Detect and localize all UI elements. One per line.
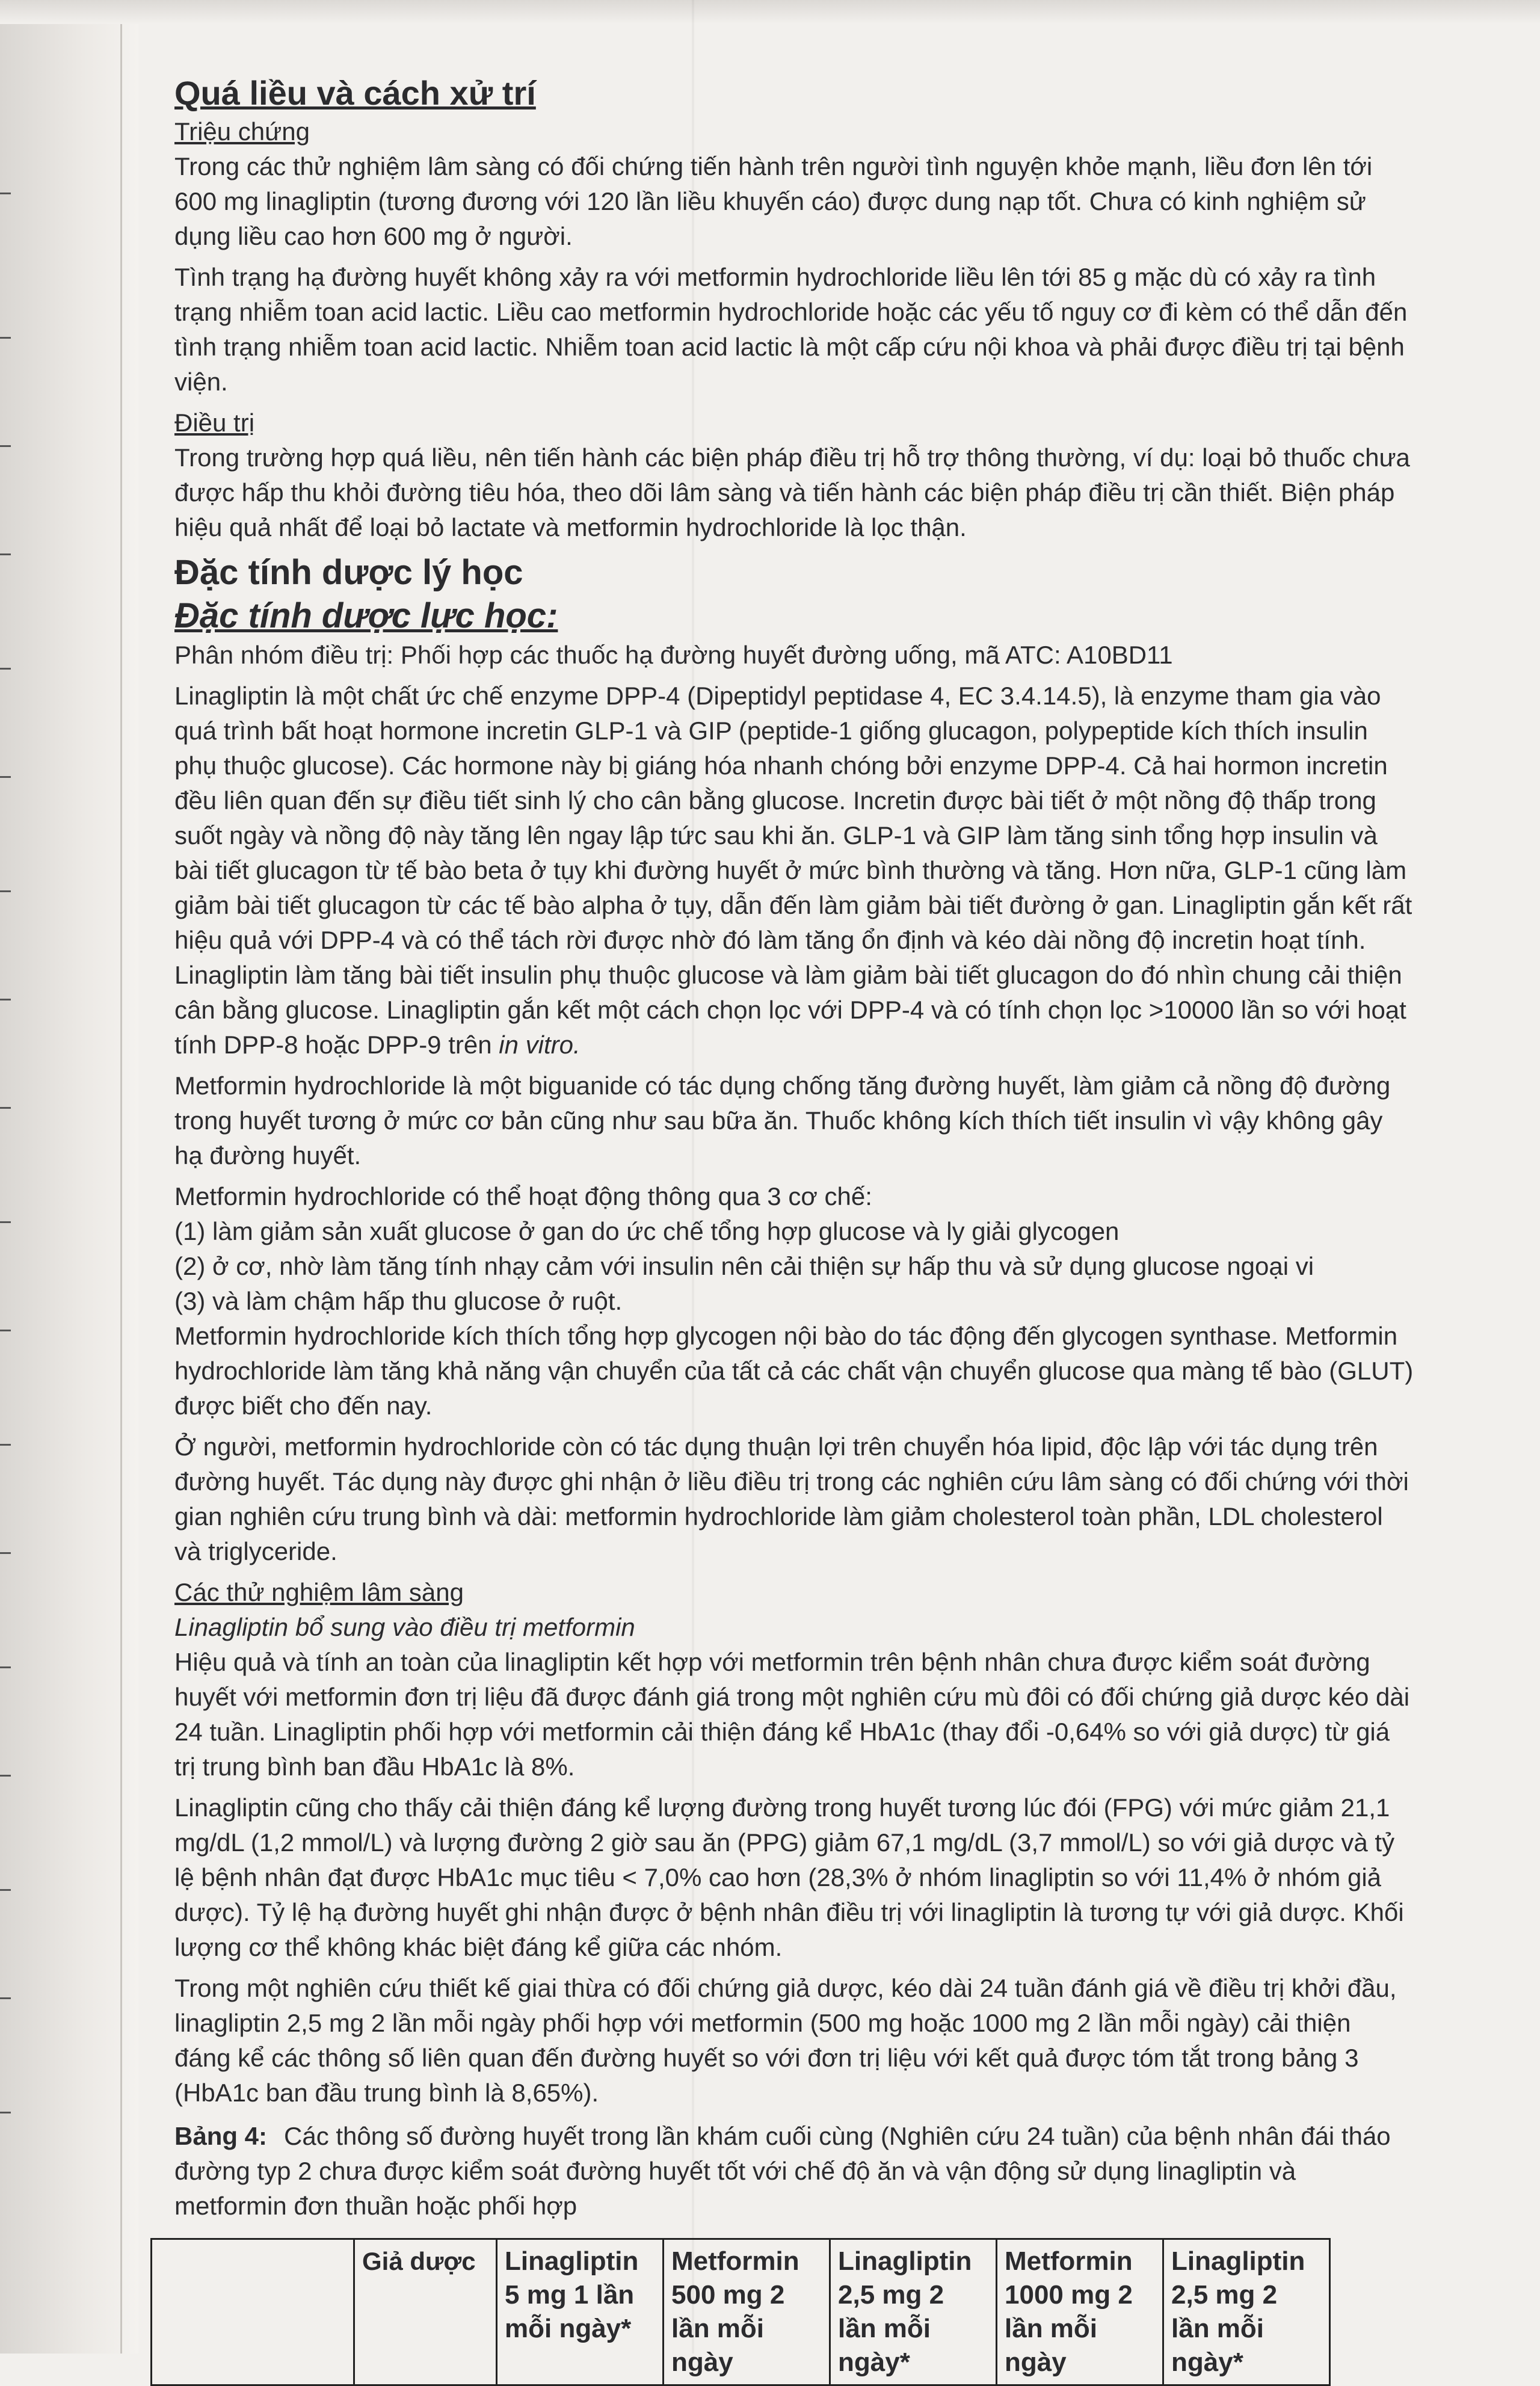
table-4	[150, 2238, 1331, 2386]
metformin-paragraph-3: Ở người, metformin hydrochloride còn có tác dụng thuận lợi trên chuyển hóa lipid, độc lập với tác dụng trên đường huyết. Tác dụng này được ghi nhận ở liều điều trị trong các nghiên cứu lâm sàng có đối chứng với thời gian nghiên cứu trung bình và dài: metformin hydrochloride làm giảm cholesterol toàn phần, LDL cholesterol và triglyceride.	[174, 1432, 1409, 1565]
metformin-paragraph-1: Metformin hydrochloride là một biguanide có tác dụng chống tăng đường huyết, làm giảm cả nồng độ đường trong huyết tương ở mức cơ bản cũng như sau bữa ăn. Thuốc không kích thích tiết insulin vì vậy không gây hạ đường huyết.	[174, 1071, 1391, 1170]
mechanism-item-3: (3) và làm chậm hấp thu glucose ở ruột.	[174, 1287, 623, 1315]
table-caption-text: Các thông số đường huyết trong lần khám cuối cùng (Nghiên cứu 24 tuần) của bệnh nhân đái tháo đường typ 2 chưa được kiểm soát đường huyết tốt với chế độ ăn và vận động sử dụng linagliptin và metformin đơn thuần hoặc phối hợp	[174, 2122, 1391, 2220]
trials-paragraph-3: Trong một nghiên cứu thiết kế giai thừa có đối chứng giả dược, kéo dài 24 tuần đánh giá về điều trị khởi đầu, linagliptin 2,5 mg 2 lần mỗi ngày phối hợp với metformin (500 mg hoặc 1000 mg 2 lần mỗi ngày) cải thiện đáng kể các thông số liên quan đến đường huyết so với đơn trị liệu với kết quả được tóm tắt trong bảng 3 (HbA1c ban đầu trung bình là 8,65%).	[174, 1974, 1397, 2107]
table-header-linagliptin-5mg: Linagliptin 5 mg 1 lần mỗi ngày*	[497, 2239, 664, 2385]
leaflet-page	[144, 60, 1420, 2377]
table-header-metformin-1000mg: Metformin 1000 mg 2 lần mỗi ngày	[997, 2239, 1163, 2385]
leaflet-text	[174, 72, 1414, 2224]
trials-paragraph-1: Hiệu quả và tính an toàn của linagliptin kết hợp với metformin trên bệnh nhân chưa được kiểm soát đường huyết với metformin đơn trị liệu đã được đánh giá trong một nghiên cứu mù đôi có đối chứng giả dược kéo dài 24 tuần. Linagliptin phối hợp với metformin cải thiện đáng kể HbA1c (thay đổi -0,64% so với giả dược) từ giá trị trung bình ban đầu HbA1c là 8%.	[174, 1648, 1410, 1781]
in-vitro-text: in vitro.	[499, 1031, 581, 1059]
mechanism-item-2: (2) ở cơ, nhờ làm tăng tính nhạy cảm với insulin nên cải thiện sự hấp thu và sử dụng glucose ngoại vi	[174, 1252, 1314, 1280]
treatment-paragraph: Trong trường hợp quá liều, nên tiến hành các biện pháp điều trị hỗ trợ thông thường, ví dụ: loại bỏ thuốc chưa được hấp thu khỏi đường tiêu hóa, theo dõi lâm sàng và tiến hành các biện pháp điều trị cần thiết. Biện pháp hiệu quả nhất để loại bỏ lactate và metformin hydrochloride là lọc thận.	[174, 443, 1410, 541]
therapeutic-group: Phân nhóm điều trị: Phối hợp các thuốc hạ đường huyết đường uống, mã ATC: A10BD11	[174, 641, 1173, 669]
linagliptin-text: Linagliptin là một chất ức chế enzyme DPP-4 (Dipeptidyl peptidase 4, EC 3.4.14.5), là enzyme tham gia vào quá trình bất hoạt hormone incretin GLP-1 và GIP (peptide-1 giống glucagon, polypeptide kích thích insulin phụ thuộc glucose). Các hormone này bị giáng hóa nhanh chóng bởi enzyme DPP-4. Cả hai hormon incretin đều liên quan đến sự điều tiết sinh lý cho cân bằng glucose. Incretin được bài tiết ở một nồng độ thấp trong suốt ngày và nồng độ này tăng lên ngay lập tức sau khi ăn. GLP-1 và GIP làm tăng sinh tổng hợp insulin và bài tiết glucagon từ tế bào beta ở tụy khi đường huyết ở mức bình thường và tăng. Hơn nữa, GLP-1 cũng làm giảm bài tiết glucagon từ các tế bào alpha ở tụy, dẫn đến làm giảm bài tiết đường ở gan. Linagliptin gắn kết rất hiệu quả với DPP-4 và có thể tách rời được nhờ đó làm tăng ổn định và kéo dài nồng độ incretin hoạt tính. Linagliptin làm tăng bài tiết insulin phụ thuộc glucose và làm giảm bài tiết glucagon do đó nhìn chung cải thiện cân bằng glucose. Linagliptin gắn kết một cách chọn lọc với DPP-4 và có tính chọn lọc >10000 lần so với hoạt tính DPP-8 hoặc DPP-9 trên	[174, 682, 1412, 1059]
table-header-linagliptin-2-5mg-b: Linagliptin 2,5 mg 2 lần mỗi ngày*	[1163, 2239, 1330, 2385]
symptoms-heading: Triệu chứng	[174, 117, 310, 146]
overdose-title: Quá liều và cách xử trí	[174, 74, 536, 112]
symptoms-paragraph-2: Tình trạng hạ đường huyết không xảy ra với metformin hydrochloride liều lên tới 85 g mặc dù có xảy ra tình trạng nhiễm toan acid lactic. Liều cao metformin hydrochloride hoặc các yếu tố nguy cơ đi kèm có thể dẫn đến tình trạng nhiễm toan acid lactic. Nhiễm toan acid lactic là một cấp cứu nội khoa và phải được điều trị tại bệnh viện.	[174, 263, 1408, 396]
table-header-placebo: Giả dược	[354, 2239, 497, 2385]
metformin-paragraph-2: Metformin hydrochloride kích thích tổng hợp glycogen nội bào do tác động đến glycogen synthase. Metformin hydrochloride làm tăng khả năng vận chuyển của tất cả các chất vận chuyển glucose qua màng tế bào (GLUT) được biết cho đến nay.	[174, 1322, 1414, 1420]
table-header-linagliptin-2-5mg-a: Linagliptin 2,5 mg 2 lần mỗi ngày*	[830, 2239, 997, 2385]
treatment-heading: Điều trị	[174, 408, 255, 437]
metformin-mechanism-intro: Metformin hydrochloride có thể hoạt động thông qua 3 cơ chế:	[174, 1182, 872, 1210]
table-label: Bảng 4:	[174, 2122, 268, 2150]
pharmacology-title: Đặc tính dược lý học	[174, 553, 523, 592]
table-header-metformin-500mg: Metformin 500 mg 2 lần mỗi ngày	[664, 2239, 830, 2385]
linagliptin-paragraph	[174, 679, 1414, 1062]
paper-left-edge	[0, 0, 138, 2354]
clinical-trials-heading: Các thử nghiệm lâm sàng	[174, 1578, 464, 1606]
table-header-row	[152, 2239, 1330, 2385]
mechanism-item-1: (1) làm giảm sản xuất glucose ở gan do ức chế tổng hợp glucose và ly giải glycogen	[174, 1217, 1120, 1245]
paper-left-fold	[120, 0, 122, 2354]
table-caption	[174, 2119, 1414, 2224]
table-header-blank	[152, 2239, 354, 2385]
pharmacodynamics-title: Đặc tính dược lực học:	[174, 596, 558, 635]
symptoms-paragraph-1: Trong các thử nghiệm lâm sàng có đối chứng tiến hành trên người tình nguyện khỏe mạnh, liều đơn lên tới 600 mg linagliptin (tương đương với 120 lần liều khuyến cáo) được dung nạp tốt. Chưa có kinh nghiệm sử dụng liều cao hơn 600 mg ở người.	[174, 152, 1373, 250]
trials-paragraph-2: Linagliptin cũng cho thấy cải thiện đáng kể lượng đường trong huyết tương lúc đói (FPG) với mức giảm 21,1 mg/dL (1,2 mmol/L) và lượng đường 2 giờ sau ăn (PPG) giảm 67,1 mg/dL (3,7 mmol/L) so với giả dược và tỷ lệ bệnh nhân đạt được HbA1c mục tiêu < 7,0% cao hơn (28,3% ở nhóm linagliptin so với 11,4% ở nhóm giả dược). Tỷ lệ hạ đường huyết ghi nhận được ở bệnh nhân điều trị với linagliptin là tương tự với giả dược. Khối lượng cơ thể không khác biệt đáng kể giữa các nhóm.	[174, 1793, 1404, 1961]
paper-top-edge	[0, 0, 1540, 24]
clinical-trials-subheading: Linagliptin bổ sung vào điều trị metformin	[174, 1613, 635, 1641]
